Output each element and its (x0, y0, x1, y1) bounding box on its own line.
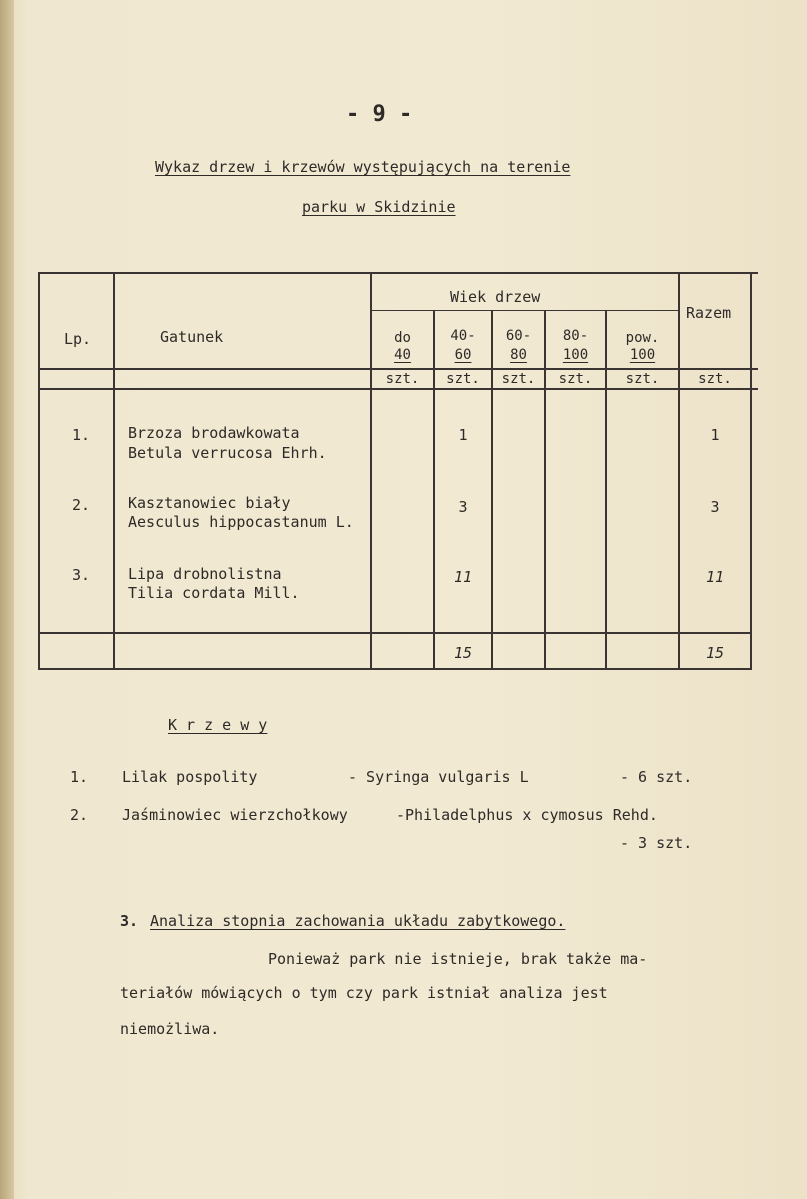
row3-name-pl: Lipa drobnolistna (128, 565, 282, 583)
age-col-60-80-top: 60- (505, 328, 532, 344)
col-border-left (38, 272, 40, 670)
col-border-80-100 (605, 310, 607, 670)
unit-total: szt. (698, 371, 732, 387)
shrubs-heading: K r z e w y (168, 716, 268, 734)
document-title-line2: parku w Skidzinie (302, 198, 456, 216)
row1-name-pl: Brzoza brodawkowata (128, 424, 300, 442)
age-col-do40-top: do (394, 330, 411, 346)
unit-do40: szt. (385, 371, 420, 387)
header-species: Gatunek (160, 328, 224, 346)
section3-para-line1: Ponieważ park nie istnieje, brak także ma- (268, 950, 648, 968)
sum-40-60: 15 (453, 644, 473, 662)
shrub2-latin: -Philadelphus x cymosus Rehd. (396, 806, 658, 824)
unit-pow100: szt. (625, 371, 660, 387)
header-lp: Lp. (64, 330, 92, 348)
shrub1-latin: - Syringa vulgaris L (348, 768, 529, 786)
shrub2-name: Jaśminowiec wierzchołkowy (122, 806, 348, 824)
sum-row-bottom (38, 668, 750, 670)
header-age-group: Wiek drzew (450, 288, 541, 306)
age-col-do40-bottom: 40 (394, 347, 411, 363)
section3-para-line2: teriałów mówiących o tym czy park istniał analiza jest (120, 984, 608, 1002)
col-border-40-60 (491, 310, 493, 670)
row3-40-60: 11 (453, 568, 473, 586)
row3-lp: 3. (72, 566, 91, 584)
units-divider (38, 388, 758, 390)
row3-total: 11 (705, 568, 725, 586)
table-top-border (38, 272, 758, 274)
age-group-divider (372, 310, 678, 311)
header-divider (38, 368, 758, 370)
document-title-line1: Wykaz drzew i krzewów występujących na terenie (155, 158, 571, 176)
sum-row-top (38, 632, 750, 634)
row2-name-lat: Aesculus hippocastanum L. (128, 513, 354, 531)
col-border-pow100 (678, 272, 680, 670)
age-col-60-80-bottom: 80 (510, 347, 527, 363)
sum-total: 15 (705, 644, 725, 662)
shrub1-count: - 6 szt. (620, 768, 693, 786)
shrub2-num: 2. (70, 806, 89, 824)
col-border-do40 (433, 310, 435, 670)
age-col-40-60-top: 40- (450, 328, 476, 344)
unit-60-80: szt. (501, 371, 536, 387)
row2-name-pl: Kasztanowiec biały (128, 494, 291, 512)
row3-name-lat: Tilia cordata Mill. (128, 584, 300, 602)
shrub1-name: Lilak pospolity (122, 768, 258, 786)
page-number: - 9 - (346, 102, 413, 127)
binding-edge (0, 0, 14, 1199)
row1-40-60: 1 (458, 426, 468, 444)
row1-total: 1 (710, 426, 720, 444)
col-border-lp (113, 272, 115, 670)
section3-heading: Analiza stopnia zachowania układu zabytkowego. (150, 912, 566, 930)
col-border-60-80 (544, 310, 546, 670)
shrub2-count: - 3 szt. (620, 834, 693, 852)
row2-lp: 2. (72, 496, 91, 514)
row1-lp: 1. (72, 426, 91, 444)
age-col-pow100-top: pow. (625, 330, 660, 346)
unit-80-100: szt. (558, 371, 593, 387)
header-total: Razem (686, 304, 732, 322)
row2-40-60: 3 (458, 498, 468, 516)
age-col-80-100-top: 80- (562, 328, 589, 344)
age-col-pow100-bottom: 100 (629, 347, 656, 363)
row2-total: 3 (710, 498, 720, 516)
age-col-80-100-bottom: 100 (562, 347, 589, 363)
row1-name-lat: Betula verrucosa Ehrh. (128, 444, 327, 462)
age-col-40-60-bottom: 60 (454, 347, 472, 363)
shrub1-num: 1. (70, 768, 89, 786)
col-border-right (750, 272, 752, 670)
unit-40-60: szt. (446, 371, 480, 387)
section3-para-line3: niemożliwa. (120, 1020, 220, 1038)
section3-number: 3. (120, 912, 139, 930)
